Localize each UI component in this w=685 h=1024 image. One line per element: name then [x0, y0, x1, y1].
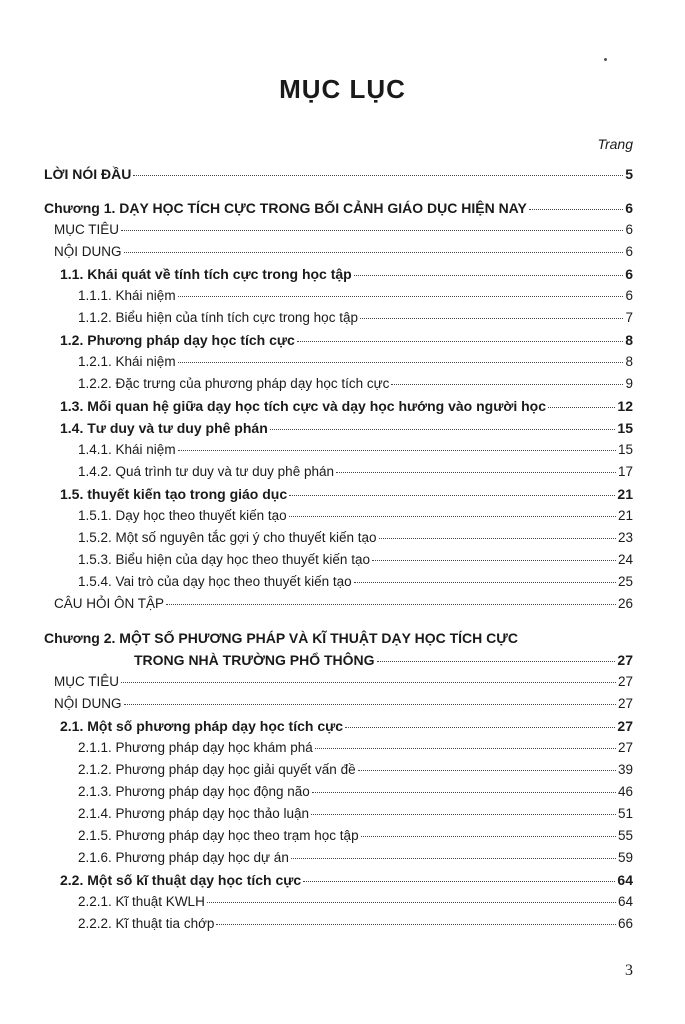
toc-entry[interactable]	[44, 222, 633, 244]
toc-entry-label: Chương 1. DẠY HỌC TÍCH CỰC TRONG BỐI CẢNH GIÁO DỤC HIỆN NAY	[44, 200, 527, 216]
toc-section[interactable]	[44, 420, 633, 442]
toc-entry-label: 2.1.6. Phương pháp dạy học dự án	[78, 850, 289, 865]
toc-section[interactable]	[44, 332, 633, 354]
toc-section[interactable]	[44, 486, 633, 508]
toc-chapter[interactable]	[44, 652, 633, 674]
toc-subsection[interactable]	[44, 288, 633, 310]
toc-entry-page: 9	[625, 376, 633, 391]
dot-leader	[289, 495, 615, 496]
toc-subsection[interactable]	[44, 574, 633, 596]
page-number: 3	[625, 962, 633, 979]
toc-entry-label: 2.1.4. Phương pháp dạy học thảo luận	[78, 806, 310, 821]
toc-entry-label: 1.5.2. Một số nguyên tắc gợi ý cho thuyết kiến tạo	[78, 530, 377, 545]
toc-entry-label: 1.2. Phương pháp dạy học tích cực	[60, 332, 295, 348]
toc-entry[interactable]	[44, 696, 633, 718]
dot-leader	[303, 881, 615, 882]
toc-section[interactable]	[44, 398, 633, 420]
toc-subsection[interactable]	[44, 354, 633, 376]
toc-entry-label: 2.1.3. Phương pháp dạy học động não	[78, 784, 310, 799]
toc-entry-page: 6	[625, 222, 633, 237]
dot-leader	[548, 407, 615, 408]
toc-entry[interactable]	[44, 244, 633, 266]
dot-leader	[124, 252, 624, 253]
toc-entry-label: 1.5.3. Biểu hiện của dạy học theo thuyết kiến tạo	[78, 552, 370, 567]
dot-leader	[207, 902, 616, 903]
toc-entry-page: 27	[617, 718, 633, 734]
toc-entry-label: 2.2.1. Kĩ thuật KWLH	[78, 894, 205, 909]
toc-section[interactable]	[44, 872, 633, 894]
toc-entry[interactable]	[44, 596, 633, 618]
toc-entry-label: 1.1. Khái quát về tính tích cực trong học tập	[60, 266, 352, 282]
toc-subsection[interactable]	[44, 552, 633, 574]
toc-entry-page: 24	[617, 552, 633, 567]
dot-leader	[529, 209, 623, 210]
toc-entry-page: 66	[617, 916, 633, 931]
dot-leader	[360, 318, 624, 319]
toc-subsection[interactable]	[44, 784, 633, 806]
toc-entry-label: 1.3. Mối quan hệ giữa dạy học tích cực và dạy học hướng vào người học	[60, 398, 546, 414]
toc-entry-label: 1.5.4. Vai trò của dạy học theo thuyết kiến tạo	[78, 574, 352, 589]
toc-entry-label: 2.1.5. Phương pháp dạy học theo trạm học tập	[78, 828, 359, 843]
dot-leader	[291, 858, 616, 859]
dot-leader	[121, 682, 616, 683]
toc-entry-page: 12	[617, 398, 633, 414]
toc-entry-page: 8	[625, 332, 633, 348]
dot-leader	[377, 661, 616, 662]
toc-entry-page: 26	[617, 596, 633, 611]
toc-subsection[interactable]	[44, 806, 633, 828]
toc-entry-label: LỜI NÓI ĐẦU	[44, 166, 132, 182]
dot-leader	[133, 175, 623, 176]
toc-entry-page: 17	[617, 464, 633, 479]
toc-section[interactable]	[44, 266, 633, 288]
toc-entry-page: 23	[617, 530, 633, 545]
toc-entry-label: 2.1.2. Phương pháp dạy học giải quyết vấn đề	[78, 762, 356, 777]
page-column-label: Trang	[597, 136, 633, 152]
dot-leader	[270, 429, 616, 430]
toc-entry-page: 6	[625, 200, 633, 216]
toc-entry-label: 1.4. Tư duy và tư duy phê phán	[60, 420, 268, 436]
toc-entry-page: 51	[617, 806, 633, 821]
toc-subsection[interactable]	[44, 464, 633, 486]
toc-subsection[interactable]	[44, 530, 633, 552]
toc-entry-page: 64	[617, 872, 633, 888]
toc-entry[interactable]	[44, 166, 633, 188]
toc-entry-label: 1.5. thuyết kiến tạo trong giáo dục	[60, 486, 288, 502]
toc-entry-page: 39	[617, 762, 633, 777]
page-title: MỤC LỤC	[279, 74, 406, 104]
toc-entry-page: 5	[625, 166, 633, 182]
dot-leader	[178, 450, 616, 451]
toc-entry-page: 59	[617, 850, 633, 865]
toc-entry-page: 25	[617, 574, 633, 589]
toc-entry-page: 6	[625, 266, 633, 282]
dot-leader	[178, 296, 624, 297]
toc-entry-label: 2.1. Một số phương pháp dạy học tích cực	[60, 718, 344, 734]
toc-entry-page: 55	[617, 828, 633, 843]
dot-leader	[361, 836, 616, 837]
toc-subsection[interactable]	[44, 442, 633, 464]
toc-entry-label: MỤC TIÊU	[54, 674, 120, 689]
toc-entry-label: MỤC TIÊU	[54, 222, 120, 237]
dot-leader	[379, 538, 616, 539]
toc-entry-page: 21	[617, 508, 633, 523]
toc-entry-page: 27	[617, 652, 633, 668]
toc-subsection[interactable]	[44, 894, 633, 916]
toc-section[interactable]	[44, 718, 633, 740]
toc-subsection[interactable]	[44, 762, 633, 784]
toc-entry-label: TRONG NHÀ TRƯỜNG PHỔ THÔNG	[134, 652, 375, 668]
toc-entry[interactable]	[44, 674, 633, 696]
dot-leader	[297, 341, 623, 342]
toc-entry-label: 1.2.2. Đặc trưng của phương pháp dạy học tích cực	[78, 376, 390, 391]
toc-subsection[interactable]	[44, 376, 633, 398]
dot-leader	[124, 704, 616, 705]
toc-entry-page: 6	[625, 288, 633, 303]
dot-leader	[354, 582, 616, 583]
dot-leader	[391, 384, 623, 385]
dot-leader	[312, 792, 616, 793]
toc-entry-page: 15	[617, 442, 633, 457]
toc-chapter-title-line1[interactable]: Chương 2. MỘT SỐ PHƯƠNG PHÁP VÀ KĨ THUẬT DẠY HỌC TÍCH CỰC	[44, 630, 518, 646]
toc-subsection[interactable]	[44, 828, 633, 850]
dot-leader	[336, 472, 616, 473]
dot-leader	[358, 770, 616, 771]
toc-entry-label: CÂU HỎI ÔN TẬP	[54, 596, 165, 611]
toc-entry-label: 1.4.2. Quá trình tư duy và tư duy phê phán	[78, 464, 334, 479]
dot-leader	[315, 748, 616, 749]
toc-entry-label: NỘI DUNG	[54, 696, 122, 711]
dot-leader	[372, 560, 616, 561]
page-speck	[604, 58, 607, 61]
toc-entry-page: 21	[617, 486, 633, 502]
toc-entry-page: 27	[617, 740, 633, 755]
toc-entry-label: 2.2.2. Kĩ thuật tia chớp	[78, 916, 215, 931]
toc-entry-page: 46	[617, 784, 633, 799]
toc-entry-label: 1.4.1. Khái niệm	[78, 442, 176, 457]
dot-leader	[178, 362, 624, 363]
toc-subsection[interactable]	[44, 916, 633, 938]
toc-entry-page: 27	[617, 674, 633, 689]
dot-leader	[166, 604, 616, 605]
toc-subsection[interactable]	[44, 740, 633, 762]
toc-subsection[interactable]	[44, 508, 633, 530]
dot-leader	[121, 230, 623, 231]
toc-subsection[interactable]	[44, 850, 633, 872]
toc-entry-label: 2.1.1. Phương pháp dạy học khám phá	[78, 740, 313, 755]
dot-leader	[345, 727, 615, 728]
toc-entry-label: NỘI DUNG	[54, 244, 122, 259]
dot-leader	[311, 814, 616, 815]
toc-entry-label: 1.1.2. Biểu hiện của tính tích cực trong học tập	[78, 310, 358, 325]
toc-entry-label: 1.5.1. Dạy học theo thuyết kiến tạo	[78, 508, 287, 523]
toc-entry-page: 8	[625, 354, 633, 369]
toc-entry-label: 1.2.1. Khái niệm	[78, 354, 176, 369]
toc-chapter[interactable]	[44, 200, 633, 222]
toc-entry-label: 2.2. Một số kĩ thuật dạy học tích cực	[60, 872, 302, 888]
toc-entry-page: 7	[625, 310, 633, 325]
toc-entry-page: 27	[617, 696, 633, 711]
toc-entry-page: 64	[617, 894, 633, 909]
toc-entry-page: 6	[625, 244, 633, 259]
dot-leader	[354, 275, 623, 276]
toc-entry-label: 1.1.1. Khái niệm	[78, 288, 176, 303]
toc-subsection[interactable]	[44, 310, 633, 332]
dot-leader	[216, 924, 616, 925]
table-of-contents	[44, 166, 633, 938]
toc-entry-page: 15	[617, 420, 633, 436]
dot-leader	[289, 516, 616, 517]
